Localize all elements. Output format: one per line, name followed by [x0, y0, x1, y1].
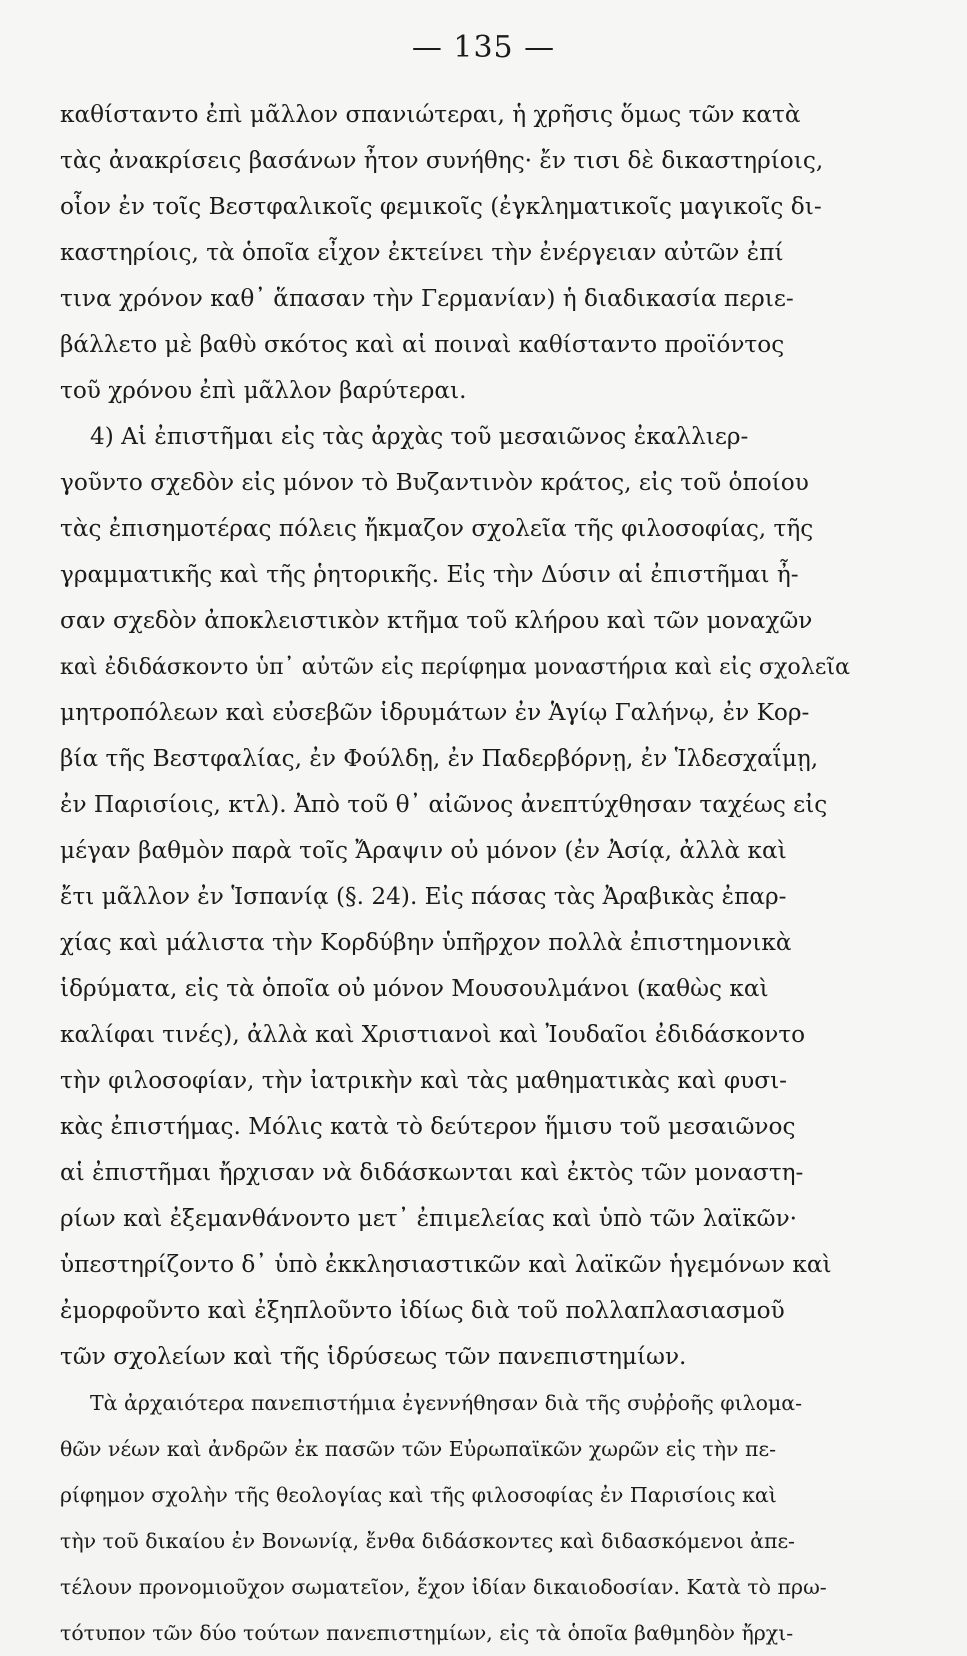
text-line: ὑπεστηρίζοντο δ᾽ ὑπὸ ἐκκλησιαστικῶν καὶ λαϊκῶν ἡγεμόνων καὶ [60, 1251, 832, 1278]
text-line: τοῦ χρόνου ἐπὶ μᾶλλον βαρύτεραι. [60, 377, 467, 404]
text-line: σαν σχεδὸν ἀποκλειστικὸν κτῆμα τοῦ κλήρου καὶ τῶν μοναχῶν [60, 607, 813, 634]
text-line: γραμματικῆς καὶ τῆς ῥητορικῆς. Εἰς τὴν Δύσιν αἱ ἐπιστῆμαι ἦ- [60, 561, 799, 588]
text-line: καστηρίοις, τὰ ὁποῖα εἶχον ἐκτείνει τὴν ἐνέργειαν αὐτῶν ἐπί [60, 239, 784, 266]
text-line: μητροπόλεων καὶ εὐσεβῶν ἱδρυμάτων ἐν Ἁγίῳ Γαλήνῳ, ἐν Κορ- [60, 699, 810, 726]
text-line: θῶν νέων καὶ ἀνδρῶν ἐκ πασῶν τῶν Εὐρωπαϊκῶν χωρῶν εἰς τὴν πε- [60, 1437, 777, 1461]
text-line: αἱ ἐπιστῆμαι ἤρχισαν νὰ διδάσκωνται καὶ ἐκτὸς τῶν μοναστη- [60, 1159, 804, 1186]
text-line: τινα χρόνον καθ᾽ ἅπασαν τὴν Γερμανίαν) ἡ διαδικασία περιε- [60, 285, 794, 312]
paragraph-start-line: 4) Αἱ ἐπιστῆμαι εἰς τὰς ἀρχὰς τοῦ μεσαιῶνος ἐκαλλιερ- [90, 423, 749, 450]
text-line: καὶ ἐδιδάσκοντο ὑπ᾽ αὐτῶν εἰς περίφημα μοναστήρια καὶ εἰς σχολεῖα [60, 654, 850, 680]
text-line: τὰς ἀνακρίσεις βασάνων ἦτον συνήθης· ἔν τισι δὲ δικαστηρίοις, [60, 147, 824, 174]
text-line: ἔτι μᾶλλον ἐν Ἱσπανίᾳ (§. 24). Εἰς πάσας τὰς Ἀραβικὰς ἐπαρ- [60, 883, 787, 910]
text-line: χίας καὶ μάλιστα τὴν Κορδύβην ὑπῆρχον πολλὰ ἐπιστημονικὰ [60, 929, 792, 956]
text-line: τὴν τοῦ δικαίου ἐν Βονωνίᾳ, ἔνθα διδάσκοντες καὶ διδασκόμενοι ἀπε- [60, 1529, 795, 1553]
text-line: καθίσταντο ἐπὶ μᾶλλον σπανιώτεραι, ἡ χρῆσις ὅμως τῶν κατὰ [60, 101, 801, 128]
text-line: γοῦντο σχεδὸν εἰς μόνον τὸ Βυζαντινὸν κράτος, εἰς τοῦ ὁποίου [60, 469, 809, 496]
text-line: ἐν Παρισίοις, κτλ). Ἀπὸ τοῦ θ᾽ αἰῶνος ἀνεπτύχθησαν ταχέως εἰς [60, 791, 828, 818]
text-line: τὴν φιλοσοφίαν, τὴν ἰατρικὴν καὶ τὰς μαθηματικὰς καὶ φυσι- [60, 1067, 788, 1094]
text-line: κὰς ἐπιστήμας. Μόλις κατὰ τὸ δεύτερον ἥμισυ τοῦ μεσαιῶνος [60, 1113, 796, 1140]
text-line: καλίφαι τινές), ἀλλὰ καὶ Χριστιανοὶ καὶ Ἰουδαῖοι ἐδιδάσκοντο [60, 1021, 806, 1048]
text-line: τέλουν προνομιοῦχον σωματεῖον, ἔχον ἰδίαν δικαιοδοσίαν. Κατὰ τὸ πρω- [60, 1575, 827, 1599]
text-line: τότυπον τῶν δύο τούτων πανεπιστημίων, εἰς τὰ ὁποῖα βαθμηδὸν ἤρχι- [60, 1621, 794, 1645]
text-line: μέγαν βαθμὸν παρὰ τοῖς Ἄραψιν οὐ μόνον (ἐν Ἀσίᾳ, ἀλλὰ καὶ [60, 837, 787, 864]
text-line: ἱδρύματα, εἰς τὰ ὁποῖα οὐ μόνον Μουσουλμάνοι (καθὼς καὶ [60, 975, 769, 1002]
paragraph-start-line: Τὰ ἀρχαιότερα πανεπιστήμια ἐγεννήθησαν διὰ τῆς συῤῥοῆς φιλομα- [90, 1391, 803, 1415]
page-number: — 135 — [411, 30, 556, 65]
text-line: ρίων καὶ ἐξεμανθάνοντο μετ᾽ ἐπιμελείας καὶ ὑπὸ τῶν λαϊκῶν· [60, 1205, 798, 1232]
text-line: οἷον ἐν τοῖς Βεστφαλικοῖς φεμικοῖς (ἐγκληματικοῖς μαγικοῖς δι- [60, 193, 822, 220]
text-line: ἐμορφοῦντο καὶ ἐξηπλοῦντο ἰδίως διὰ τοῦ πολλαπλασιασμοῦ [60, 1297, 785, 1324]
text-line: ρίφημον σχολὴν τῆς θεολογίας καὶ τῆς φιλοσοφίας ἐν Παρισίοις καὶ [60, 1483, 777, 1507]
body-text [60, 92, 850, 1656]
text-line: τὰς ἐπισημοτέρας πόλεις ἤκμαζον σχολεῖα τῆς φιλοσοφίας, τῆς [60, 515, 814, 542]
text-line: βία τῆς Βεστφαλίας, ἐν Φούλδῃ, ἐν Παδερβόρνῃ, ἐν Ἱλδεσχαΐμῃ, [60, 745, 819, 772]
text-line: βάλλετο μὲ βαθὺ σκότος καὶ αἱ ποιναὶ καθίσταντο προϊόντος [60, 331, 785, 358]
text-line: τῶν σχολείων καὶ τῆς ἱδρύσεως τῶν πανεπιστημίων. [60, 1343, 687, 1370]
